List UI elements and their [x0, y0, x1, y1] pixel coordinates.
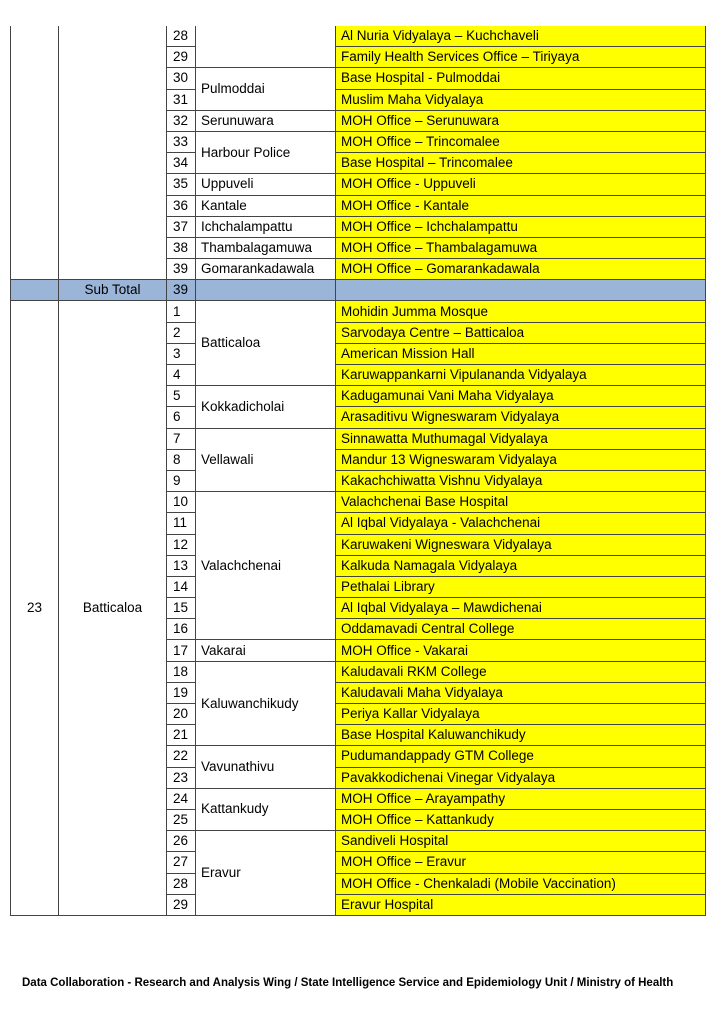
center-cell: Oddamavadi Central College: [336, 619, 706, 640]
footer-credits: Data Collaboration - Research and Analysis Wing / State Intelligence Service and Epidemiology Unit / Ministry of Health: [22, 977, 674, 989]
center-cell: MOH Office – Thambalagamuwa: [336, 237, 706, 258]
row-number: 22: [167, 746, 196, 767]
center-cell: Sandiveli Hospital: [336, 831, 706, 852]
subtotal-row: [11, 280, 706, 301]
row-number: 25: [167, 809, 196, 830]
center-cell: Muslim Maha Vidyalaya: [336, 89, 706, 110]
row-number: 28: [167, 873, 196, 894]
center-cell: MOH Office – Arayampathy: [336, 788, 706, 809]
center-cell: MOH Office – Eravur: [336, 852, 706, 873]
area-cell: Kattankudy: [196, 788, 336, 830]
row-number: 15: [167, 598, 196, 619]
subtotal-label: Sub Total: [59, 280, 167, 301]
subtotal-value: 39: [167, 280, 196, 301]
row-number: 16: [167, 619, 196, 640]
area-cell: Pulmoddai: [196, 68, 336, 110]
row-number: 36: [167, 195, 196, 216]
area-cell: Kaluwanchikudy: [196, 661, 336, 746]
center-cell: Family Health Services Office – Tiriyaya: [336, 47, 706, 68]
center-cell: Sarvodaya Centre – Batticaloa: [336, 322, 706, 343]
area-cell: Thambalagamuwa: [196, 237, 336, 258]
district-cell: [59, 26, 167, 280]
row-number: 32: [167, 110, 196, 131]
row-number: 34: [167, 153, 196, 174]
center-cell: MOH Office – Trincomalee: [336, 131, 706, 152]
center-cell: MOH Office – Ichchalampattu: [336, 216, 706, 237]
row-number: 17: [167, 640, 196, 661]
center-cell: Al Iqbal Vidyalaya - Valachchenai: [336, 513, 706, 534]
center-cell: Al Nuria Vidyalaya – Kuchchaveli: [336, 26, 706, 47]
area-cell: Kantale: [196, 195, 336, 216]
center-cell: Kadugamunai Vani Maha Vidyalaya: [336, 386, 706, 407]
row-number: 1: [167, 301, 196, 322]
row-number: 18: [167, 661, 196, 682]
area-cell: Ichchalampattu: [196, 216, 336, 237]
row-number: 7: [167, 428, 196, 449]
center-cell: Mohidin Jumma Mosque: [336, 301, 706, 322]
area-cell: Kokkadicholai: [196, 386, 336, 428]
center-cell: Valachchenai Base Hospital: [336, 492, 706, 513]
row-number: 20: [167, 704, 196, 725]
center-cell: American Mission Hall: [336, 343, 706, 364]
subtotal-blank-cell: [196, 280, 336, 301]
row-number: 14: [167, 576, 196, 597]
center-cell: Pethalai Library: [336, 576, 706, 597]
area-cell: Harbour Police: [196, 131, 336, 173]
row-number: 9: [167, 470, 196, 491]
center-cell: MOH Office – Serunuwara: [336, 110, 706, 131]
row-number: 29: [167, 894, 196, 915]
table-row: [11, 26, 706, 47]
row-number: 31: [167, 89, 196, 110]
area-cell: Vellawali: [196, 428, 336, 492]
area-cell: Valachchenai: [196, 492, 336, 640]
row-number: 28: [167, 26, 196, 47]
district-no-cell: 23: [11, 301, 59, 915]
area-cell: Serunuwara: [196, 110, 336, 131]
center-cell: Kaludavali Maha Vidyalaya: [336, 682, 706, 703]
center-cell: MOH Office - Uppuveli: [336, 174, 706, 195]
center-cell: MOH Office – Kattankudy: [336, 809, 706, 830]
center-cell: Al Iqbal Vidyalaya – Mawdichenai: [336, 598, 706, 619]
center-cell: Mandur 13 Wigneswaram Vidyalaya: [336, 449, 706, 470]
center-cell: Sinnawatta Muthumagal Vidyalaya: [336, 428, 706, 449]
row-number: 6: [167, 407, 196, 428]
row-number: 21: [167, 725, 196, 746]
center-cell: Arasaditivu Wigneswaram Vidyalaya: [336, 407, 706, 428]
center-cell: Kaludavali RKM College: [336, 661, 706, 682]
center-cell: Karuwappankarni Vipulananda Vidyalaya: [336, 365, 706, 386]
center-cell: Base Hospital Kaluwanchikudy: [336, 725, 706, 746]
center-cell: Base Hospital - Pulmoddai: [336, 68, 706, 89]
subtotal-blank-cell: [11, 280, 59, 301]
area-cell: Eravur: [196, 831, 336, 916]
area-cell: Gomarankadawala: [196, 259, 336, 280]
center-cell: MOH Office – Gomarankadawala: [336, 259, 706, 280]
row-number: 19: [167, 682, 196, 703]
row-number: 11: [167, 513, 196, 534]
center-cell: Kalkuda Namagala Vidyalaya: [336, 555, 706, 576]
center-cell: Pudumandappady GTM College: [336, 746, 706, 767]
center-cell: Base Hospital – Trincomalee: [336, 153, 706, 174]
row-number: 2: [167, 322, 196, 343]
area-cell: [196, 26, 336, 68]
row-number: 30: [167, 68, 196, 89]
center-cell: Eravur Hospital: [336, 894, 706, 915]
subtotal-blank-cell: [336, 280, 706, 301]
row-number: 27: [167, 852, 196, 873]
row-number: 38: [167, 237, 196, 258]
row-number: 33: [167, 131, 196, 152]
district-no-cell: [11, 26, 59, 280]
row-number: 24: [167, 788, 196, 809]
center-cell: Pavakkodichenai Vinegar Vidyalaya: [336, 767, 706, 788]
table-row: [11, 301, 706, 322]
center-cell: Periya Kallar Vidyalaya: [336, 704, 706, 725]
row-number: 10: [167, 492, 196, 513]
center-cell: MOH Office - Kantale: [336, 195, 706, 216]
district-cell: Batticaloa: [59, 301, 167, 915]
row-number: 37: [167, 216, 196, 237]
center-cell: Kakachchiwatta Vishnu Vidyalaya: [336, 470, 706, 491]
area-cell: Vakarai: [196, 640, 336, 661]
row-number: 3: [167, 343, 196, 364]
center-cell: MOH Office - Chenkaladi (Mobile Vaccination): [336, 873, 706, 894]
row-number: 23: [167, 767, 196, 788]
center-cell: Karuwakeni Wigneswara Vidyalaya: [336, 534, 706, 555]
row-number: 4: [167, 365, 196, 386]
row-number: 5: [167, 386, 196, 407]
row-number: 12: [167, 534, 196, 555]
row-number: 39: [167, 259, 196, 280]
vaccination-centers-table: [10, 26, 706, 916]
row-number: 35: [167, 174, 196, 195]
area-cell: Uppuveli: [196, 174, 336, 195]
row-number: 26: [167, 831, 196, 852]
row-number: 29: [167, 47, 196, 68]
center-cell: MOH Office - Vakarai: [336, 640, 706, 661]
area-cell: Vavunathivu: [196, 746, 336, 788]
area-cell: Batticaloa: [196, 301, 336, 386]
row-number: 8: [167, 449, 196, 470]
row-number: 13: [167, 555, 196, 576]
